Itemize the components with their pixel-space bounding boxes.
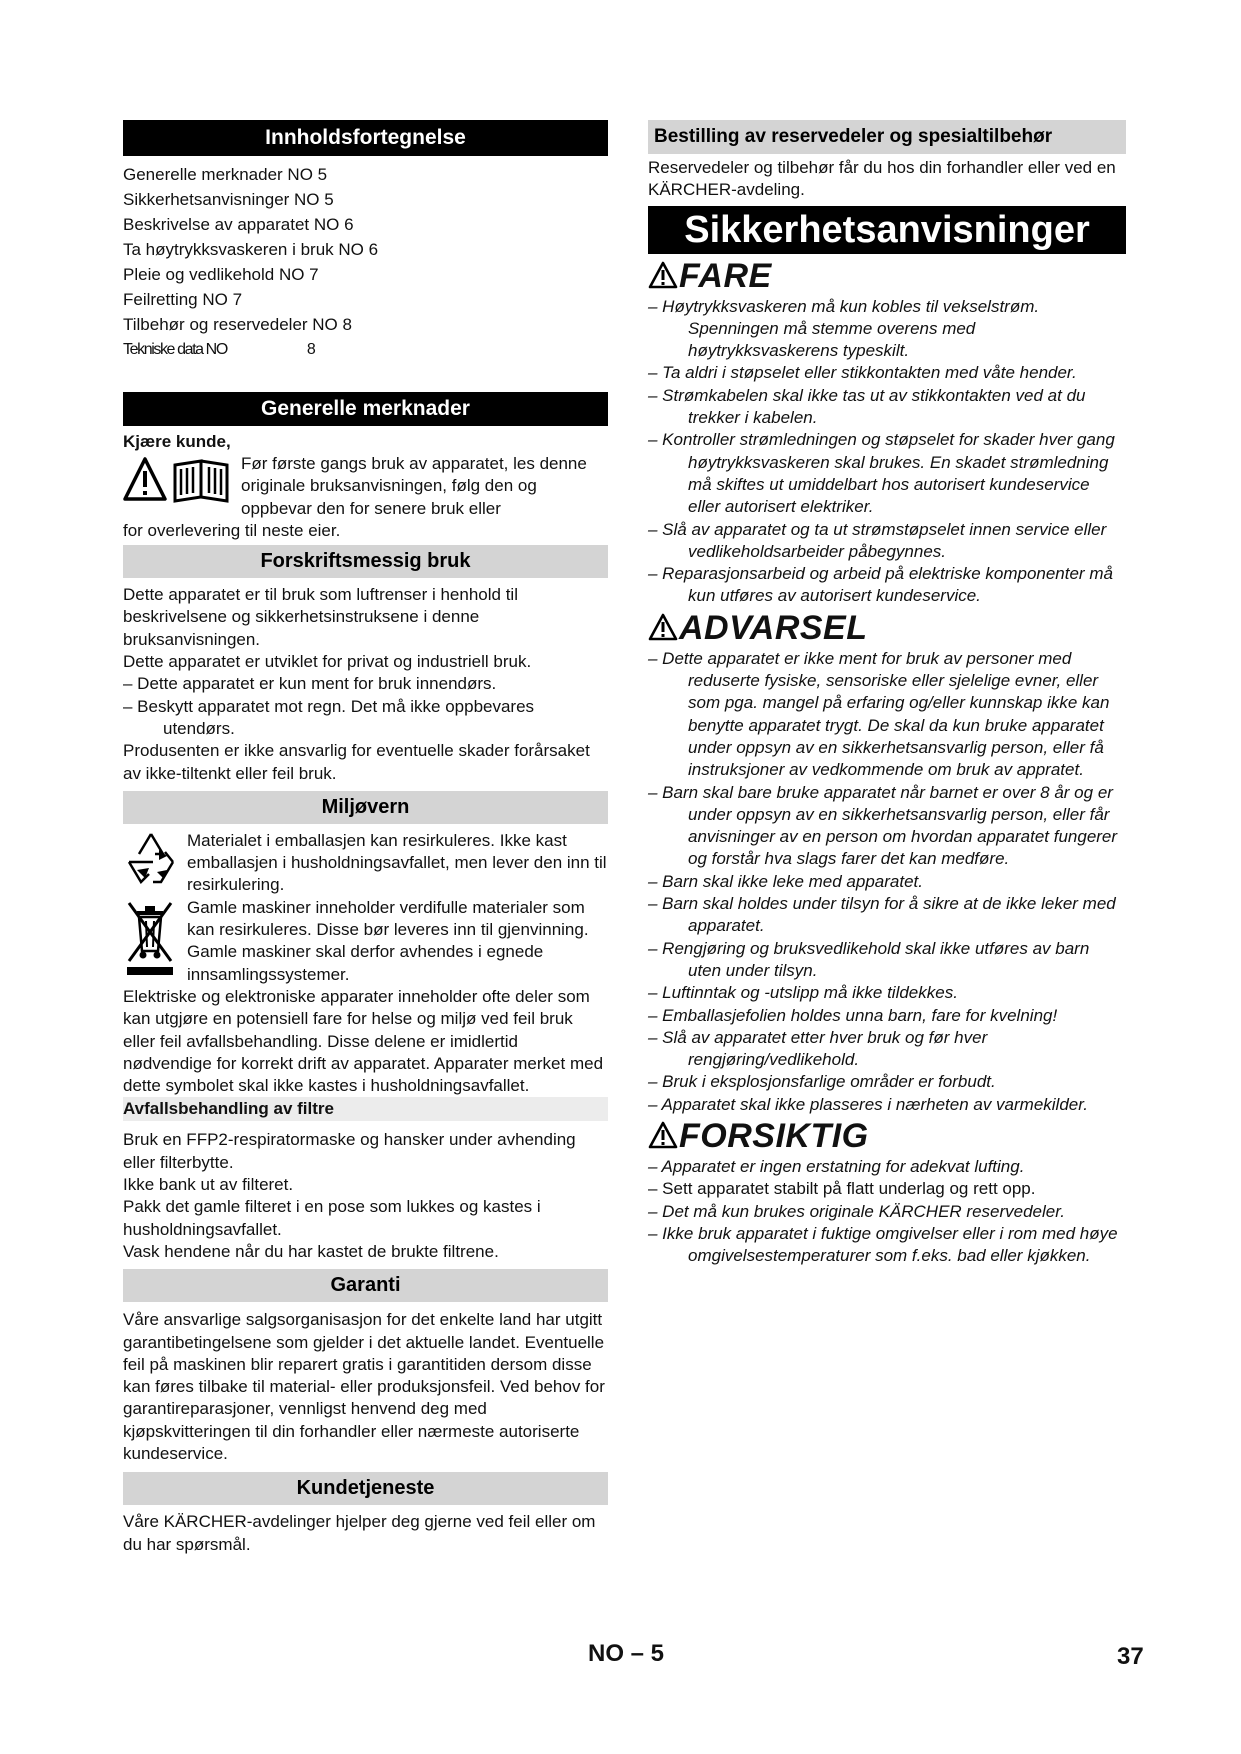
toc-item: Generelle merknader NO 5 (123, 165, 328, 184)
warning-item: – Emballasjefolien holdes unna barn, fare for kvelning! (648, 1005, 1058, 1025)
danger-item: – Reparasjonsarbeid og arbeid på elektriske komponenter må kun utføres av autorisert kundeservice. (648, 564, 1113, 606)
danger-item: – Ta aldri i støpselet eller stikkontakten med våte hender. (648, 363, 1077, 383)
toc-item: Pleie og vedlikehold NO 7 (123, 265, 319, 284)
warning-heading (648, 608, 1126, 648)
weee-icon-box (123, 897, 187, 986)
paragraph: Våre KÄRCHER-avdelinger hjelper deg gjerne ved feil eller om du har spørsmål. (123, 1512, 596, 1554)
caution-item: – Sett apparatet stabilt på flatt underlag og rett opp. (648, 1179, 1036, 1199)
caution-item: – Ikke bruk apparatet i fuktige omgivelser eller i rom med høye omgivelsestemperaturer som f.eks. bad eller kjøkken. (648, 1223, 1118, 1266)
filters-body (123, 1129, 608, 1263)
danger-heading (648, 256, 1126, 296)
paragraph: Pakk det gamle filteret i en pose som lukkes og kastes i husholdningsavfallet. (123, 1197, 541, 1239)
intro-text-cont: for overlevering til neste eier. (123, 520, 341, 540)
proper-use-body (123, 584, 608, 785)
toc-heading: Innholdsfortegnelse (123, 120, 608, 156)
recycle-row (123, 830, 608, 897)
danger-list (648, 296, 1126, 608)
bullet-item: – Dette apparatet er kun ment for bruk innendørs. (123, 674, 497, 694)
environment-body (123, 830, 608, 1098)
caution-item: – Apparatet er ingen erstatning for adekvat lufting. (648, 1156, 1025, 1176)
warning-icon (648, 1121, 678, 1149)
paragraph: Gamle maskiner inneholder verdifulle materialer som kan resirkuleres. Disse bør leveres inn til gjenvinning. Gamle maskiner skal derfor avhendes i egnede innsamlingssystemer. (187, 897, 589, 984)
caution-item: – Det må kun brukes originale KÄRCHER reservedeler. (648, 1201, 1065, 1221)
warning-label: ADVARSEL (679, 608, 868, 647)
toc-list (123, 162, 608, 362)
paragraph: Vask hendene når du har kastet de brukte filtrene. (123, 1241, 499, 1261)
toc-item: Tilbehør og reservedeler NO 8 (123, 315, 352, 334)
toc-item: Beskrivelse av apparatet NO 6 (123, 215, 354, 234)
service-heading: Kundetjeneste (123, 1472, 608, 1505)
proper-use-heading: Forskriftsmessig bruk (123, 545, 608, 578)
warning-list (648, 648, 1126, 1116)
recycle-icon (123, 830, 179, 884)
warning-item: – Slå av apparatet etter hver bruk og før hver rengjøring/vedlikehold. (648, 1027, 988, 1070)
danger-label: FARE (679, 256, 772, 295)
warning-item: – Barn skal ikke leke med apparatet. (648, 871, 923, 891)
ordering-heading: Bestilling av reservedeler og spesialtilbehør (648, 120, 1126, 154)
footer-page-number: 37 (1117, 1643, 1144, 1670)
danger-item: – Kontroller strømledningen og støpselet for skader hver gang høytrykksvaskeren skal brukes. En skadet strømledning må skiftes ut umiddelbart hos autorisert kundeservice eller autorisert elektriker. (648, 430, 1115, 517)
toc-last-page: 8 (306, 341, 316, 358)
weee-row (123, 897, 608, 986)
warranty-heading: Garanti (123, 1269, 608, 1302)
warning-item: – Barn skal holdes under tilsyn for å sikre at de ikke leker med apparatet. (648, 894, 1116, 936)
paragraph: Dette apparatet er til bruk som luftrenser i henhold til beskrivelsene og sikkerhetsinstruksene i denne bruksanvisningen. (123, 585, 518, 649)
filters-heading: Avfallsbehandling av filtre (123, 1097, 608, 1121)
paragraph: Materialet i emballasjen kan resirkuleres. Ikke kast emballasjen i husholdningsavfallet, men lever den inn til resirkulering. (187, 830, 607, 895)
warning-item: – Rengjøring og bruksvedlikehold skal ikke utføres av barn uten under tilsyn. (648, 938, 1090, 980)
warning-icon (648, 261, 678, 289)
intro-text: Før første gangs bruk av apparatet, les denne originale bruksanvisningen, følg den og oppbevar den for senere bruk eller (241, 454, 587, 518)
caution-heading (648, 1116, 1126, 1156)
warning-manual-icon (123, 455, 235, 505)
left-column (123, 120, 608, 1556)
warning-item: – Barn skal bare bruke apparatet når barnet er over 8 år og er under oppsyn av en sikkerhetsansvarlig person, eller får anvisninger av en person om hvordan apparatet fungerer og forstår hva slags farer det kan medføre. (648, 782, 1118, 869)
paragraph: Elektriske og elektroniske apparater inneholder ofte deler som kan utgjøre en potensiell fare for helse og miljø ved feil bruk eller feil avfallsbehandling. Disse delene er imidlertid nødvendige for korrekt drift av apparatet. Apparater merket med dette symbolet skal ikke kastes i husholdningsavfallet. (123, 986, 604, 1096)
danger-item: – Strømkabelen skal ikke tas ut av stikkontakten ved at du trekker i kabelen. (648, 385, 1086, 428)
paragraph: Ikke bank ut av filteret. (123, 1175, 294, 1195)
bullet-item: – Beskytt apparatet mot regn. Det må ikke oppbevares utendørs. (123, 696, 535, 738)
general-heading: Generelle merknader (123, 392, 608, 426)
right-column (648, 120, 1126, 1267)
greeting: Kjære kunde, (123, 432, 231, 451)
crossed-bin-icon (123, 897, 177, 981)
environment-heading: Miljøvern (123, 791, 608, 824)
paragraph: Reservedeler og tilbehør får du hos din forhandler eller ved en KÄRCHER-avdeling. (648, 158, 1116, 200)
toc-item-last (123, 337, 608, 362)
paragraph: Bruk en FFP2-respiratormaske og hansker under avhending eller filterbytte. (123, 1130, 576, 1172)
toc-item: Feilretting NO 7 (123, 290, 243, 309)
footer-page-label: NO – 5 (588, 1640, 665, 1667)
paragraph: Dette apparatet er utviklet for privat og industriell bruk. (123, 652, 532, 672)
warning-item: – Apparatet skal ikke plasseres i nærheten av varmekilder. (648, 1094, 1088, 1114)
toc-item: Sikkerhetsanvisninger NO 5 (123, 190, 334, 209)
danger-item: – Slå av apparatet og ta ut strømstøpselet innen service eller vedlikeholdsarbeider påbegynnes. (648, 519, 1107, 561)
danger-item: – Høytrykksvaskeren må kun kobles til vekselstrøm. Spenningen må stemme overens med høytrykksvaskerens typeskilt. (648, 296, 1040, 361)
intro-block (123, 453, 608, 520)
warning-item: – Luftinntak og -utslipp må ikke tildekkes. (648, 983, 958, 1003)
warning-item: – Dette apparatet er ikke ment for bruk av personer med reduserte fysiske, sensoriske eller sjelelige evner, eller som pga. mangel på erfaring og/eller kunnskap ikke kan benytte apparatet trygt. De skal da kun bruke apparatet under oppsyn av en sikkerhetsansvarlig person, eller få instruksjoner av vedkommende om bruk av appratet. (648, 648, 1110, 780)
intro-icons (123, 453, 235, 510)
paragraph: Våre ansvarlige salgsorganisasjon for det enkelte land har utgitt garantibetingelsene som gjelder i det aktuelle landet. Eventuelle feil på maskinen blir reparert gratis i garantitiden dersom disse kan føres tilbake til material- eller produksjonsfeil. Ved behov for garantireparasjoner, vennligst henvend deg med kjøpskvitteringen til din forhandler eller nærmeste autoriserte kundeservice. (123, 1310, 605, 1463)
paragraph: Produsenten er ikke ansvarlig for eventuelle skader forårsaket av ikke-tiltenkt eller feil bruk. (123, 741, 590, 783)
warning-item: – Bruk i eksplosjonsfarlige områder er forbudt. (648, 1072, 996, 1092)
toc-item: Ta høytrykksvaskeren i bruk NO 6 (123, 240, 379, 259)
safety-title: Sikkerhetsanvisninger (648, 206, 1126, 254)
caution-label: FORSIKTIG (679, 1116, 869, 1155)
warning-icon (648, 613, 678, 641)
caution-list (648, 1156, 1126, 1267)
recycle-icon-box (123, 830, 187, 897)
toc-last-label: Tekniske data NO (123, 341, 227, 358)
